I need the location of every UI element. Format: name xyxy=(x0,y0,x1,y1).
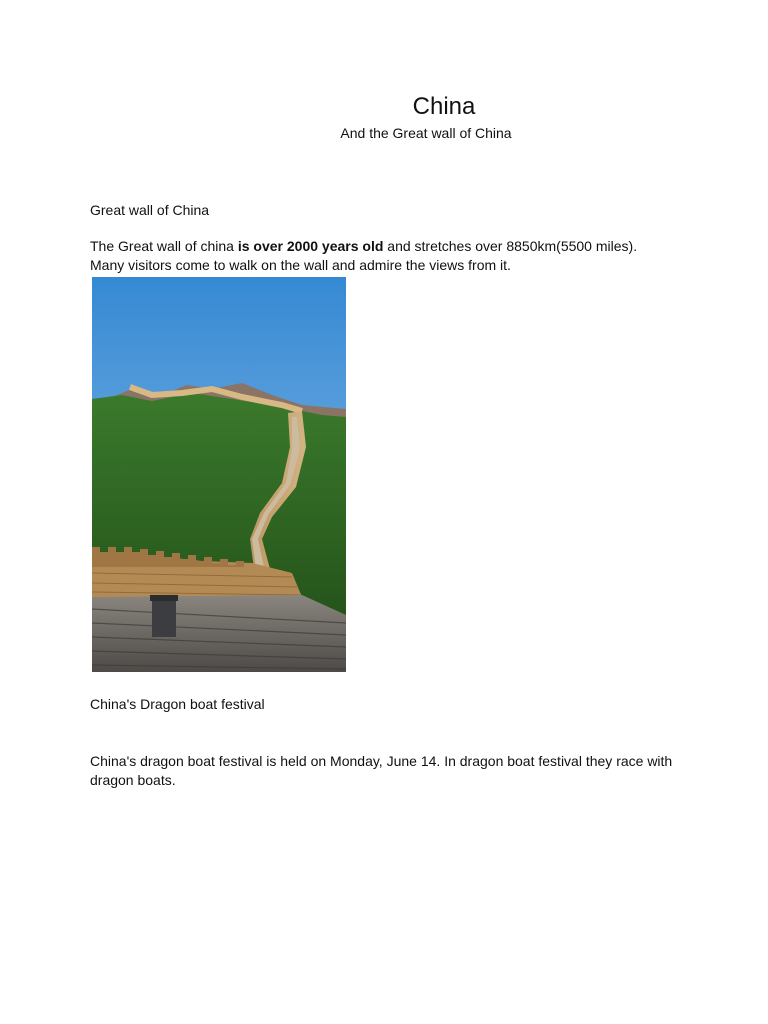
great-wall-text-visitors: Many visitors come to walk on the wall and admire the views from it. xyxy=(90,257,511,273)
dragon-boat-paragraph: China's dragon boat festival is held on Monday, June 14. In dragon boat festival they race with dragon boats. xyxy=(90,753,673,788)
dragon-boat-heading: China's Dragon boat festival xyxy=(90,696,265,712)
page-title: China xyxy=(412,93,476,120)
great-wall-paragraph xyxy=(90,237,690,275)
great-wall-heading: Great wall of China xyxy=(90,202,210,218)
great-wall-photo xyxy=(92,277,346,672)
great-wall-text-start: The Great wall of china xyxy=(90,238,238,254)
page-subtitle: And the Great wall of China xyxy=(340,125,512,141)
great-wall-age-emphasis: is over 2000 years old xyxy=(237,238,384,254)
great-wall-text-length: and stretches over 8850km(5500 miles). xyxy=(383,238,638,254)
